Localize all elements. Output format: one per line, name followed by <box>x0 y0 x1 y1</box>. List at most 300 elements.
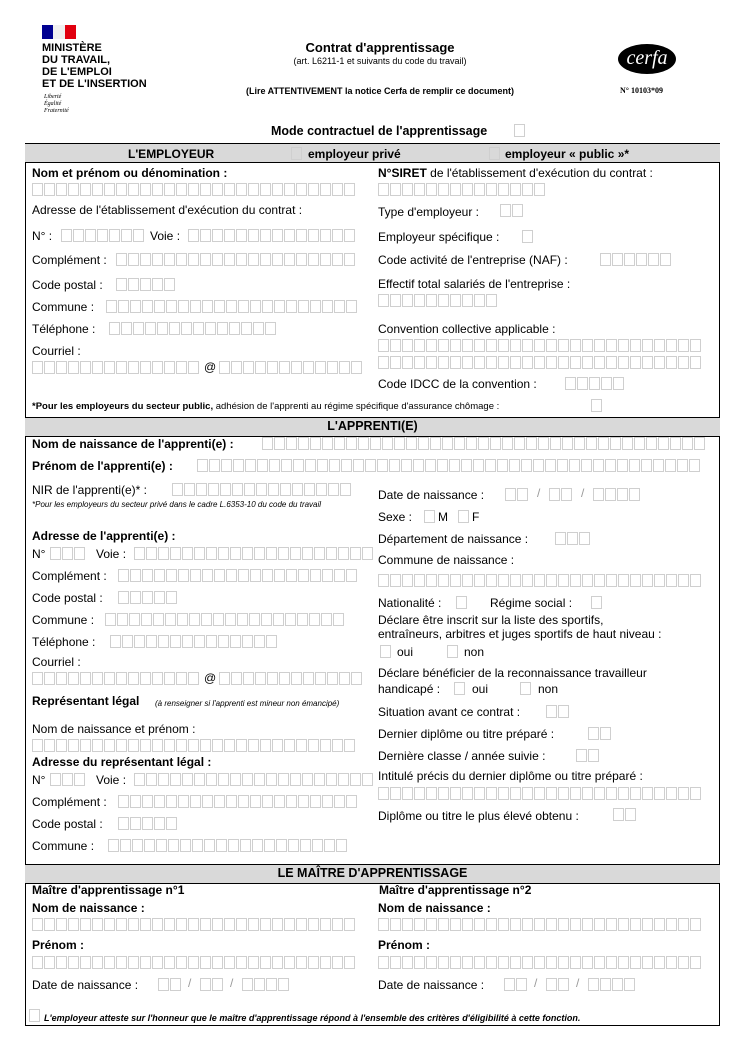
char-box[interactable] <box>200 739 211 752</box>
char-box[interactable] <box>142 300 153 313</box>
char-box[interactable] <box>310 300 321 313</box>
char-box[interactable] <box>336 839 347 852</box>
char-box[interactable] <box>146 547 157 560</box>
char-box[interactable] <box>334 795 345 808</box>
char-box[interactable] <box>303 361 314 374</box>
char-box[interactable] <box>653 459 664 472</box>
char-box[interactable] <box>474 918 485 931</box>
char-box[interactable] <box>365 459 376 472</box>
char-box[interactable] <box>80 739 91 752</box>
master1-dob-month[interactable] <box>200 978 224 991</box>
char-box[interactable] <box>92 672 103 685</box>
char-box[interactable] <box>670 437 681 450</box>
char-box[interactable] <box>526 437 537 450</box>
char-box[interactable] <box>334 569 345 582</box>
char-box[interactable] <box>402 956 413 969</box>
char-box[interactable] <box>194 547 205 560</box>
char-box[interactable] <box>618 918 629 931</box>
char-box[interactable] <box>80 956 91 969</box>
char-box[interactable] <box>134 635 145 648</box>
char-box[interactable] <box>56 918 67 931</box>
char-box[interactable] <box>226 300 237 313</box>
char-box[interactable] <box>62 547 73 560</box>
char-box[interactable] <box>279 672 290 685</box>
char-box[interactable] <box>594 574 605 587</box>
char-box[interactable] <box>62 773 73 786</box>
char-box[interactable] <box>677 459 688 472</box>
char-box[interactable] <box>690 574 701 587</box>
char-box[interactable] <box>594 918 605 931</box>
char-box[interactable] <box>378 956 389 969</box>
char-box[interactable] <box>486 956 497 969</box>
char-box[interactable] <box>522 956 533 969</box>
char-box[interactable] <box>109 229 120 242</box>
char-box[interactable] <box>606 339 617 352</box>
employer-commune-field[interactable] <box>106 300 358 313</box>
char-box[interactable] <box>486 574 497 587</box>
char-box[interactable] <box>567 532 578 545</box>
char-box[interactable] <box>338 547 349 560</box>
char-box[interactable] <box>176 918 187 931</box>
unemployment-checkbox[interactable] <box>591 399 602 412</box>
char-box[interactable] <box>462 294 473 307</box>
char-box[interactable] <box>200 183 211 196</box>
char-box[interactable] <box>44 956 55 969</box>
employer-no-field[interactable] <box>61 229 145 242</box>
char-box[interactable] <box>164 361 175 374</box>
char-box[interactable] <box>402 787 413 800</box>
char-box[interactable] <box>461 459 472 472</box>
char-box[interactable] <box>426 918 437 931</box>
char-box[interactable] <box>156 839 167 852</box>
char-box[interactable] <box>570 918 581 931</box>
char-box[interactable] <box>402 574 413 587</box>
char-box[interactable] <box>389 459 400 472</box>
char-box[interactable] <box>438 183 449 196</box>
char-box[interactable] <box>170 773 181 786</box>
char-box[interactable] <box>68 739 79 752</box>
char-box[interactable] <box>238 795 249 808</box>
staff-field[interactable] <box>378 294 498 307</box>
char-box[interactable] <box>322 795 333 808</box>
char-box[interactable] <box>594 956 605 969</box>
char-box[interactable] <box>414 339 425 352</box>
char-box[interactable] <box>351 361 362 374</box>
char-box[interactable] <box>450 356 461 369</box>
char-box[interactable] <box>308 229 319 242</box>
char-box[interactable] <box>320 229 331 242</box>
char-box[interactable] <box>121 229 132 242</box>
char-box[interactable] <box>272 183 283 196</box>
char-box[interactable] <box>588 727 599 740</box>
char-box[interactable] <box>546 705 557 718</box>
convention-field-2[interactable] <box>378 356 702 369</box>
char-box[interactable] <box>128 672 139 685</box>
char-box[interactable] <box>382 437 393 450</box>
char-box[interactable] <box>220 483 231 496</box>
char-box[interactable] <box>172 483 183 496</box>
char-box[interactable] <box>92 183 103 196</box>
char-box[interactable] <box>510 356 521 369</box>
char-box[interactable] <box>296 183 307 196</box>
char-box[interactable] <box>478 437 489 450</box>
char-box[interactable] <box>219 361 230 374</box>
char-box[interactable] <box>118 569 129 582</box>
char-box[interactable] <box>430 437 441 450</box>
char-box[interactable] <box>226 795 237 808</box>
char-box[interactable] <box>654 339 665 352</box>
char-box[interactable] <box>600 978 611 991</box>
char-box[interactable] <box>630 339 641 352</box>
char-box[interactable] <box>678 356 689 369</box>
char-box[interactable] <box>122 635 133 648</box>
athlete-yes-checkbox[interactable] <box>380 645 391 658</box>
char-box[interactable] <box>224 229 235 242</box>
char-box[interactable] <box>158 978 169 991</box>
char-box[interactable] <box>121 322 132 335</box>
char-box[interactable] <box>390 787 401 800</box>
char-box[interactable] <box>353 459 364 472</box>
char-box[interactable] <box>346 569 357 582</box>
char-box[interactable] <box>129 613 140 626</box>
char-box[interactable] <box>370 437 381 450</box>
char-box[interactable] <box>133 229 144 242</box>
char-box[interactable] <box>188 361 199 374</box>
char-box[interactable] <box>498 183 509 196</box>
char-box[interactable] <box>177 613 188 626</box>
dept-field[interactable] <box>555 532 591 545</box>
employer-tel-field[interactable] <box>109 322 277 335</box>
char-box[interactable] <box>521 459 532 472</box>
char-box[interactable] <box>104 361 115 374</box>
char-box[interactable] <box>254 635 265 648</box>
char-box[interactable] <box>474 294 485 307</box>
char-box[interactable] <box>254 978 265 991</box>
char-box[interactable] <box>196 483 207 496</box>
char-box[interactable] <box>286 795 297 808</box>
char-box[interactable] <box>522 787 533 800</box>
char-box[interactable] <box>317 459 328 472</box>
char-box[interactable] <box>243 672 254 685</box>
char-box[interactable] <box>320 739 331 752</box>
char-box[interactable] <box>178 795 189 808</box>
char-box[interactable] <box>118 817 129 830</box>
char-box[interactable] <box>166 817 177 830</box>
char-box[interactable] <box>601 377 612 390</box>
char-box[interactable] <box>486 918 497 931</box>
char-box[interactable] <box>205 322 216 335</box>
char-box[interactable] <box>618 574 629 587</box>
char-box[interactable] <box>588 749 599 762</box>
char-box[interactable] <box>510 574 521 587</box>
char-box[interactable] <box>474 787 485 800</box>
char-box[interactable] <box>610 437 621 450</box>
master2-dob-month[interactable] <box>546 978 570 991</box>
char-box[interactable] <box>204 839 215 852</box>
char-box[interactable] <box>267 361 278 374</box>
char-box[interactable] <box>438 787 449 800</box>
char-box[interactable] <box>104 956 115 969</box>
char-box[interactable] <box>581 459 592 472</box>
char-box[interactable] <box>202 569 213 582</box>
char-box[interactable] <box>512 204 523 217</box>
char-box[interactable] <box>630 918 641 931</box>
char-box[interactable] <box>534 918 545 931</box>
char-box[interactable] <box>450 339 461 352</box>
char-box[interactable] <box>152 278 163 291</box>
char-box[interactable] <box>358 437 369 450</box>
char-box[interactable] <box>236 183 247 196</box>
char-box[interactable] <box>654 918 665 931</box>
char-box[interactable] <box>606 356 617 369</box>
char-box[interactable] <box>104 739 115 752</box>
char-box[interactable] <box>462 574 473 587</box>
char-box[interactable] <box>654 356 665 369</box>
char-box[interactable] <box>402 918 413 931</box>
char-box[interactable] <box>254 547 265 560</box>
char-box[interactable] <box>44 918 55 931</box>
char-box[interactable] <box>558 574 569 587</box>
char-box[interactable] <box>255 672 266 685</box>
char-box[interactable] <box>116 672 127 685</box>
char-box[interactable] <box>250 569 261 582</box>
char-box[interactable] <box>194 773 205 786</box>
char-box[interactable] <box>146 773 157 786</box>
char-box[interactable] <box>212 253 223 266</box>
char-box[interactable] <box>332 183 343 196</box>
char-box[interactable] <box>562 437 573 450</box>
char-box[interactable] <box>130 817 141 830</box>
char-box[interactable] <box>678 574 689 587</box>
char-box[interactable] <box>316 483 327 496</box>
char-box[interactable] <box>130 569 141 582</box>
social-field[interactable] <box>591 596 602 609</box>
char-box[interactable] <box>338 773 349 786</box>
char-box[interactable] <box>593 459 604 472</box>
char-box[interactable] <box>622 437 633 450</box>
rep-complement-field[interactable] <box>118 795 358 808</box>
employer-complement-field[interactable] <box>116 253 356 266</box>
char-box[interactable] <box>249 613 260 626</box>
char-box[interactable] <box>154 795 165 808</box>
char-box[interactable] <box>200 956 211 969</box>
char-box[interactable] <box>153 613 164 626</box>
char-box[interactable] <box>646 437 657 450</box>
char-box[interactable] <box>152 672 163 685</box>
char-box[interactable] <box>666 339 677 352</box>
athlete-no-checkbox[interactable] <box>447 645 458 658</box>
char-box[interactable] <box>290 547 301 560</box>
situation-field[interactable] <box>546 705 570 718</box>
char-box[interactable] <box>344 183 355 196</box>
char-box[interactable] <box>262 569 273 582</box>
char-box[interactable] <box>334 300 345 313</box>
char-box[interactable] <box>178 300 189 313</box>
char-box[interactable] <box>462 918 473 931</box>
char-box[interactable] <box>546 356 557 369</box>
char-box[interactable] <box>690 339 701 352</box>
char-box[interactable] <box>522 183 533 196</box>
char-box[interactable] <box>284 229 295 242</box>
char-box[interactable] <box>450 183 461 196</box>
char-box[interactable] <box>92 361 103 374</box>
char-box[interactable] <box>378 294 389 307</box>
char-box[interactable] <box>224 918 235 931</box>
char-box[interactable] <box>142 569 153 582</box>
char-box[interactable] <box>230 635 241 648</box>
char-box[interactable] <box>290 773 301 786</box>
char-box[interactable] <box>510 918 521 931</box>
char-box[interactable] <box>242 978 253 991</box>
char-box[interactable] <box>193 322 204 335</box>
char-box[interactable] <box>260 183 271 196</box>
char-box[interactable] <box>327 672 338 685</box>
char-box[interactable] <box>56 183 67 196</box>
handicap-yes-checkbox[interactable] <box>454 682 465 695</box>
char-box[interactable] <box>617 459 628 472</box>
char-box[interactable] <box>522 339 533 352</box>
char-box[interactable] <box>498 956 509 969</box>
char-box[interactable] <box>231 361 242 374</box>
char-box[interactable] <box>558 978 569 991</box>
char-box[interactable] <box>660 253 671 266</box>
char-box[interactable] <box>152 183 163 196</box>
char-box[interactable] <box>678 787 689 800</box>
char-box[interactable] <box>116 918 127 931</box>
char-box[interactable] <box>394 437 405 450</box>
char-box[interactable] <box>164 956 175 969</box>
char-box[interactable] <box>130 795 141 808</box>
char-box[interactable] <box>154 817 165 830</box>
char-box[interactable] <box>284 956 295 969</box>
char-box[interactable] <box>678 956 689 969</box>
char-box[interactable] <box>130 591 141 604</box>
char-box[interactable] <box>145 322 156 335</box>
char-box[interactable] <box>474 183 485 196</box>
char-box[interactable] <box>140 918 151 931</box>
char-box[interactable] <box>134 773 145 786</box>
apprentice-voie-field[interactable] <box>134 547 374 560</box>
char-box[interactable] <box>188 739 199 752</box>
char-box[interactable] <box>116 253 127 266</box>
char-box[interactable] <box>202 795 213 808</box>
char-box[interactable] <box>617 488 628 501</box>
char-box[interactable] <box>576 749 587 762</box>
sex-m-checkbox[interactable] <box>424 510 435 523</box>
char-box[interactable] <box>654 956 665 969</box>
char-box[interactable] <box>510 787 521 800</box>
char-box[interactable] <box>236 253 247 266</box>
char-box[interactable] <box>206 773 217 786</box>
char-box[interactable] <box>278 773 289 786</box>
char-box[interactable] <box>260 253 271 266</box>
char-box[interactable] <box>690 787 701 800</box>
char-box[interactable] <box>130 300 141 313</box>
char-box[interactable] <box>378 339 389 352</box>
char-box[interactable] <box>534 574 545 587</box>
char-box[interactable] <box>438 339 449 352</box>
char-box[interactable] <box>546 787 557 800</box>
char-box[interactable] <box>570 339 581 352</box>
private-checkbox[interactable] <box>291 147 302 160</box>
char-box[interactable] <box>346 795 357 808</box>
char-box[interactable] <box>454 437 465 450</box>
char-box[interactable] <box>517 488 528 501</box>
char-box[interactable] <box>265 322 276 335</box>
public-checkbox[interactable] <box>489 147 500 160</box>
char-box[interactable] <box>302 773 313 786</box>
char-box[interactable] <box>594 356 605 369</box>
char-box[interactable] <box>582 956 593 969</box>
char-box[interactable] <box>118 300 129 313</box>
char-box[interactable] <box>570 356 581 369</box>
char-box[interactable] <box>266 978 277 991</box>
char-box[interactable] <box>74 547 85 560</box>
char-box[interactable] <box>140 361 151 374</box>
char-box[interactable] <box>308 253 319 266</box>
char-box[interactable] <box>269 459 280 472</box>
char-box[interactable] <box>678 918 689 931</box>
char-box[interactable] <box>642 339 653 352</box>
char-box[interactable] <box>666 356 677 369</box>
char-box[interactable] <box>612 978 623 991</box>
char-box[interactable] <box>97 229 108 242</box>
char-box[interactable] <box>104 672 115 685</box>
char-box[interactable] <box>462 356 473 369</box>
char-box[interactable] <box>110 635 121 648</box>
char-box[interactable] <box>188 253 199 266</box>
char-box[interactable] <box>140 278 151 291</box>
char-box[interactable] <box>284 739 295 752</box>
char-box[interactable] <box>574 437 585 450</box>
char-box[interactable] <box>546 956 557 969</box>
last-diploma-field[interactable] <box>588 727 612 740</box>
char-box[interactable] <box>606 574 617 587</box>
char-box[interactable] <box>390 574 401 587</box>
apprentice-tel-field[interactable] <box>110 635 278 648</box>
char-box[interactable] <box>634 437 645 450</box>
char-box[interactable] <box>401 459 412 472</box>
char-box[interactable] <box>212 739 223 752</box>
char-box[interactable] <box>214 300 225 313</box>
char-box[interactable] <box>390 183 401 196</box>
char-box[interactable] <box>132 839 143 852</box>
char-box[interactable] <box>402 339 413 352</box>
char-box[interactable] <box>92 918 103 931</box>
char-box[interactable] <box>321 613 332 626</box>
char-box[interactable] <box>219 672 230 685</box>
char-box[interactable] <box>252 839 263 852</box>
char-box[interactable] <box>164 739 175 752</box>
char-box[interactable] <box>248 183 259 196</box>
char-box[interactable] <box>80 672 91 685</box>
char-box[interactable] <box>32 361 43 374</box>
char-box[interactable] <box>260 229 271 242</box>
char-box[interactable] <box>613 377 624 390</box>
char-box[interactable] <box>613 808 624 821</box>
char-box[interactable] <box>286 569 297 582</box>
char-box[interactable] <box>310 437 321 450</box>
char-box[interactable] <box>218 547 229 560</box>
char-box[interactable] <box>305 459 316 472</box>
char-box[interactable] <box>320 253 331 266</box>
char-box[interactable] <box>438 294 449 307</box>
char-box[interactable] <box>462 339 473 352</box>
char-box[interactable] <box>206 547 217 560</box>
char-box[interactable] <box>272 918 283 931</box>
char-box[interactable] <box>545 459 556 472</box>
char-box[interactable] <box>165 613 176 626</box>
